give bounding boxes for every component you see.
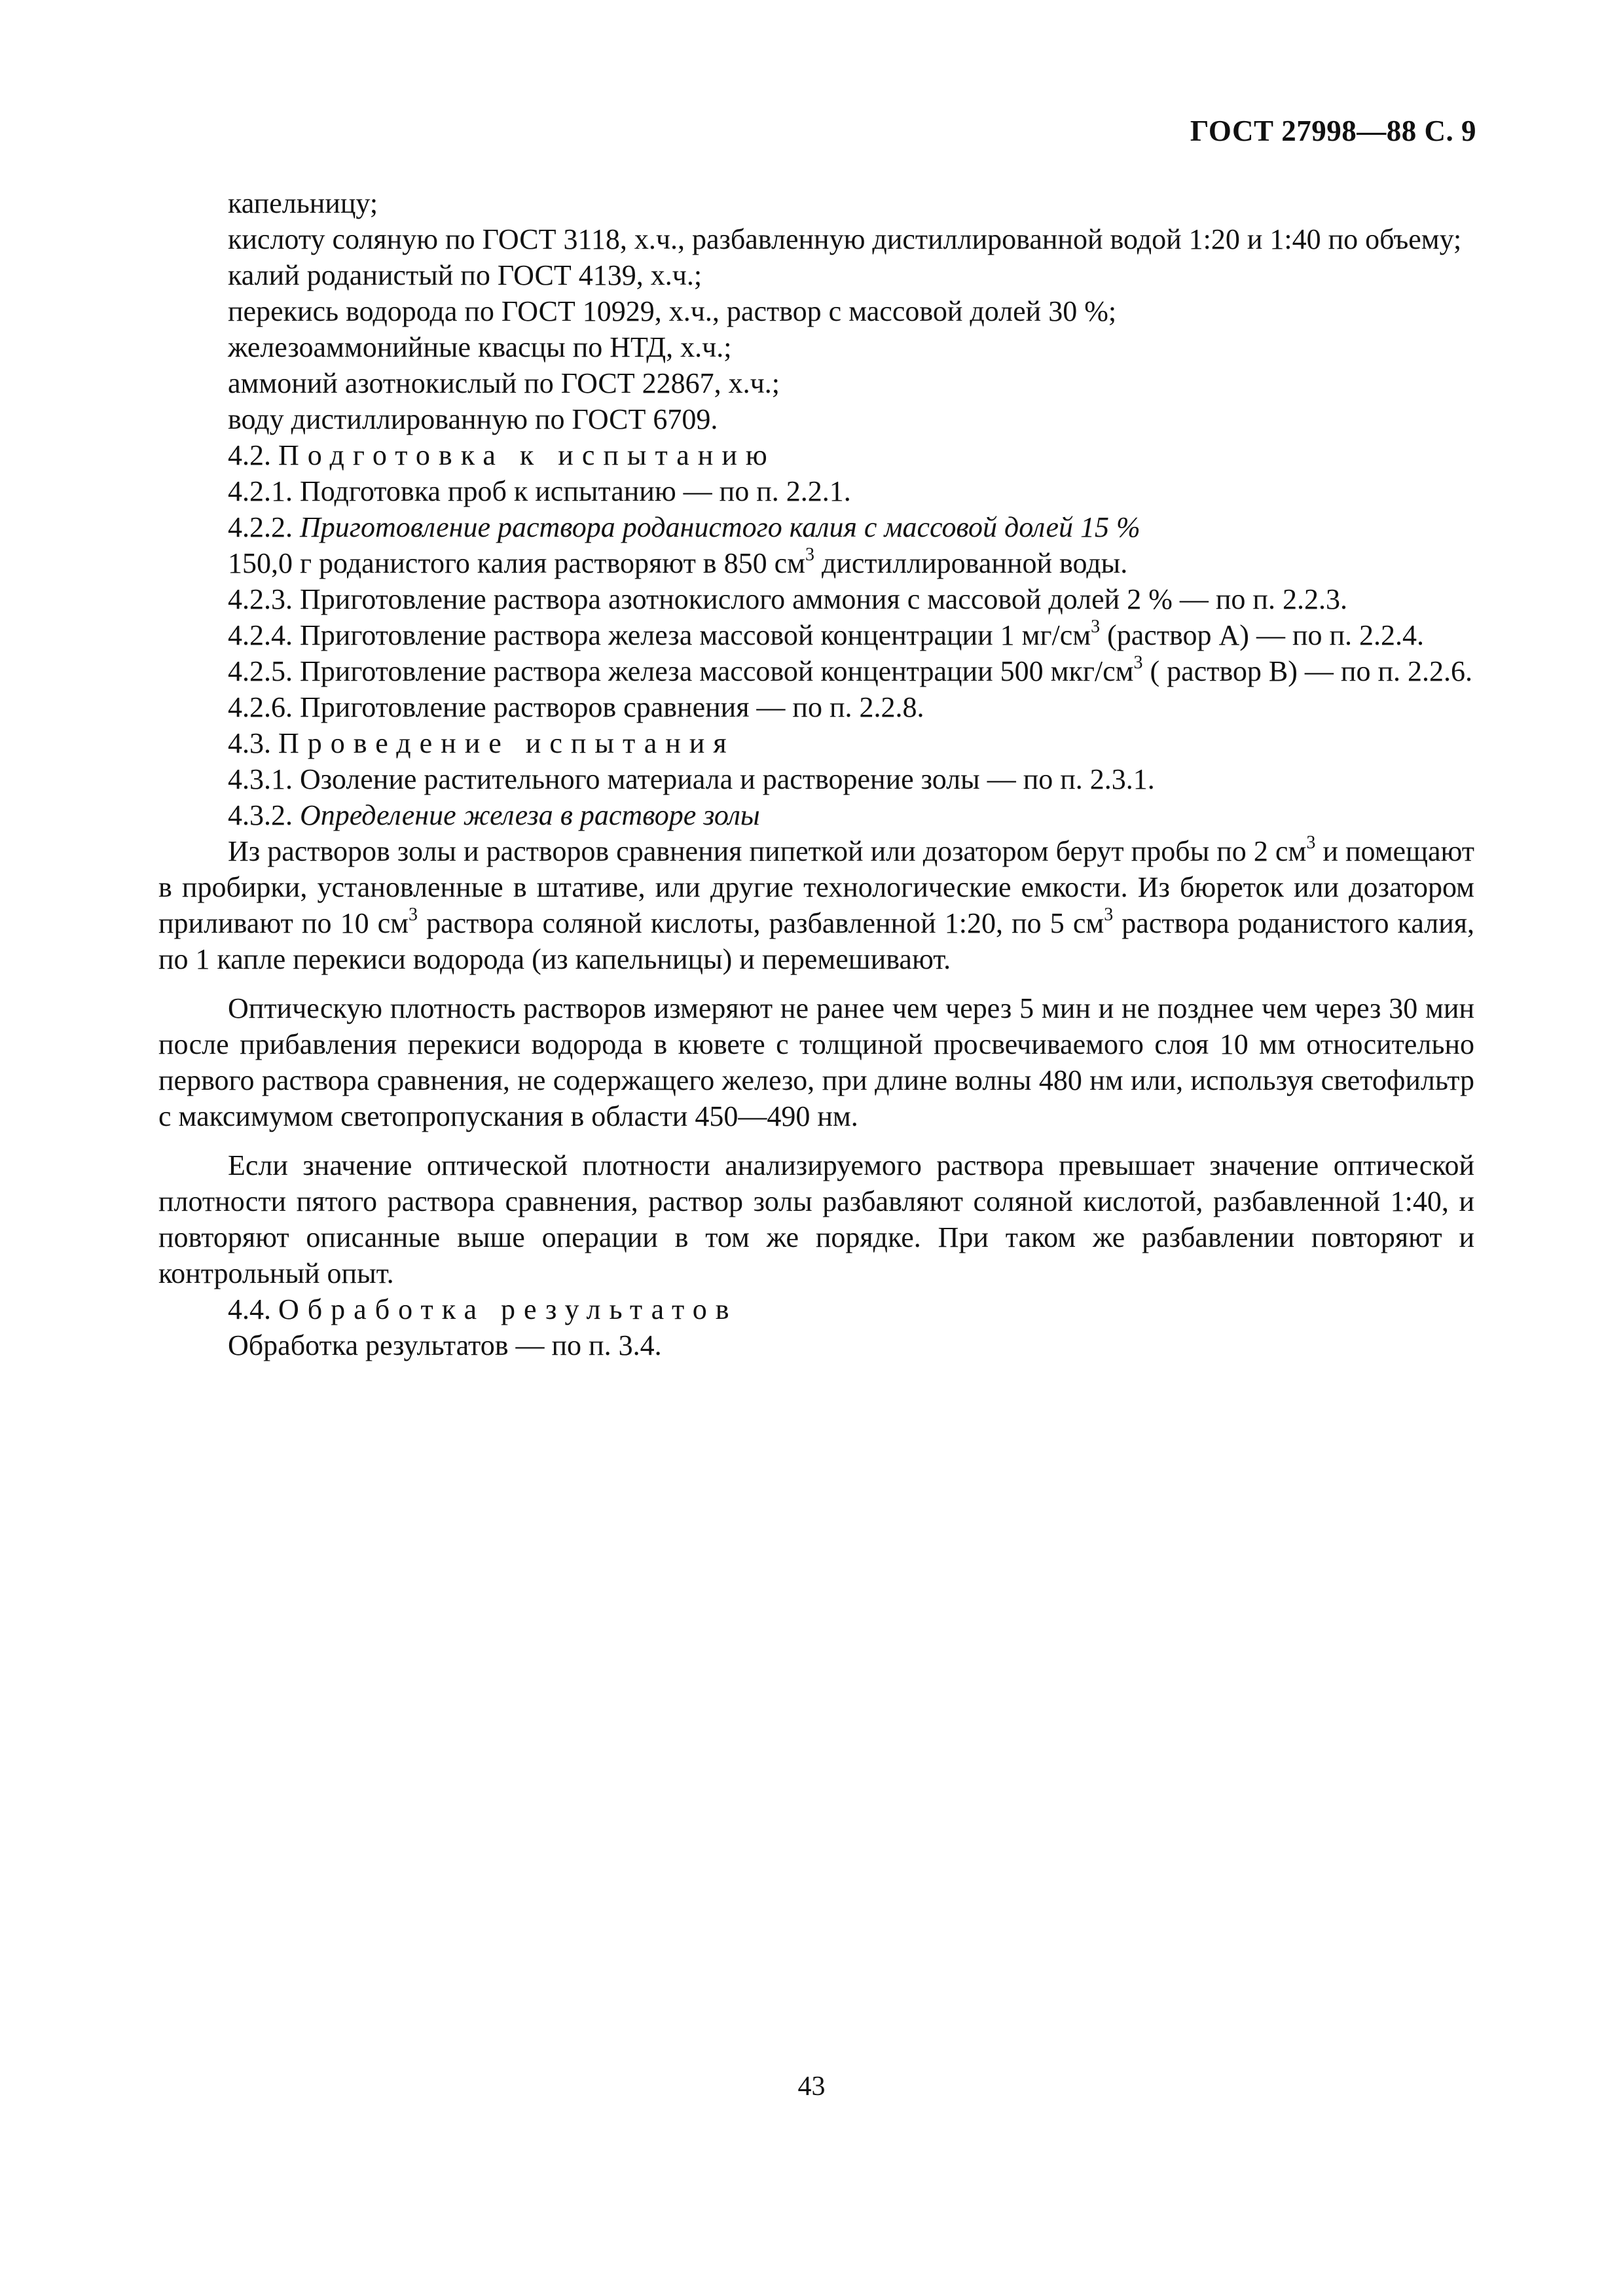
text-span: 4.2.4. Приготовление раствора железа массовой концентрации 1 мг/см bbox=[228, 619, 1091, 651]
material-item: аммоний азотнокислый по ГОСТ 22867, х.ч.; bbox=[228, 367, 780, 399]
material-item: перекись водорода по ГОСТ 10929, х.ч., раствор с массовой долей 30 %; bbox=[228, 295, 1117, 327]
dilution-paragraph: Если значение оптической плотности анализируемого раствора превышает значение оптической плотности пятого раствора сравнения, раствор золы разбавляют соляной кислотой, разбавленной 1:40, и повторяют описанные выше операции в том же порядке. При таком же разбавлении повторяют и контрольный опыт. bbox=[158, 1149, 1474, 1289]
text-span: дистиллированной воды. bbox=[814, 547, 1128, 579]
section-heading-4-2 bbox=[158, 437, 1474, 473]
section-title: Проведение испытания bbox=[278, 727, 735, 759]
procedure-paragraph bbox=[158, 833, 1474, 977]
material-item: железоаммонийные квасцы по НТД, х.ч.; bbox=[228, 331, 732, 363]
text-span: Из растворов золы и растворов сравнения пипеткой или дозатором берут пробы по 2 см bbox=[228, 835, 1307, 867]
text-span: ( раствор В) — по п. 2.2.6. bbox=[1142, 655, 1473, 687]
clause-4-2-6: 4.2.6. Приготовление растворов сравнения — по п. 2.2.8. bbox=[228, 691, 924, 723]
clause-number: 4.3.2. bbox=[228, 799, 293, 831]
section-title: Подготовка к испытанию bbox=[278, 439, 776, 471]
text-span: 4.2.5. Приготовление раствора железа массовой концентрации 500 мкг/см bbox=[228, 655, 1134, 687]
clause-title: Приготовление раствора роданистого калия с массовой долей 15 % bbox=[300, 511, 1140, 543]
superscript: 3 bbox=[409, 905, 418, 925]
text-span: раствора роданистого калия, по 1 капле перекиси водорода (из капельницы) и перемешивают. bbox=[158, 907, 1475, 975]
section-title: Обработка результатов bbox=[278, 1293, 738, 1325]
clause-number: 4.2.2. bbox=[228, 511, 293, 543]
clause-4-2-2-text bbox=[158, 545, 1474, 581]
text-span: 150,0 г роданистого калия растворяют в 850 см bbox=[228, 547, 805, 579]
clause-4-2-1: 4.2.1. Подготовка проб к испытанию — по п. 2.2.1. bbox=[228, 475, 851, 507]
clause-title: Определение железа в растворе золы bbox=[300, 799, 760, 831]
text-span: раствора соляной кислоты, разбавленной 1:20, по 5 см bbox=[418, 907, 1104, 939]
section-number: 4.2. bbox=[228, 439, 271, 471]
page-header: ГОСТ 27998—88 С. 9 bbox=[1190, 115, 1476, 147]
section-number: 4.3. bbox=[228, 727, 271, 759]
section-heading-4-4 bbox=[158, 1291, 1474, 1327]
superscript: 3 bbox=[1306, 833, 1316, 853]
clause-4-3-1: 4.3.1. Озоление растительного материала и растворение золы — по п. 2.3.1. bbox=[228, 763, 1155, 795]
clause-4-2-3: 4.2.3. Приготовление раствора азотнокислого аммония с массовой долей 2 % — по п. 2.2.3. bbox=[228, 583, 1347, 615]
clause-4-2-2 bbox=[158, 509, 1474, 545]
document-body bbox=[158, 185, 1474, 1363]
material-item: кислоту соляную по ГОСТ 3118, х.ч., разбавленную дистиллированной водой 1:20 и 1:40 по объему; bbox=[228, 223, 1462, 255]
measurement-paragraph: Оптическую плотность растворов измеряют не ранее чем через 5 мин и не позднее чем через 30 мин после прибавления перекиси водорода в кювете с толщиной просвечиваемого слоя 10 мм относительно первого раствора сравнения, не содержащего железо, при длине волны 480 нм или, используя светофильтр с максимумом светопропускания в области 450—490 нм. bbox=[158, 992, 1474, 1132]
clause-4-4-text: Обработка результатов — по п. 3.4. bbox=[228, 1329, 662, 1361]
material-item: калий роданистый по ГОСТ 4139, х.ч.; bbox=[228, 259, 702, 291]
clause-4-3-2 bbox=[158, 797, 1474, 833]
section-heading-4-3 bbox=[158, 725, 1474, 761]
superscript: 3 bbox=[1104, 905, 1114, 925]
superscript: 3 bbox=[1091, 617, 1101, 637]
superscript: 3 bbox=[1133, 653, 1143, 673]
clause-4-2-4 bbox=[158, 617, 1474, 653]
superscript: 3 bbox=[805, 545, 814, 565]
material-item: воду дистиллированную по ГОСТ 6709. bbox=[228, 403, 718, 435]
section-number: 4.4. bbox=[228, 1293, 271, 1325]
clause-4-2-5 bbox=[158, 653, 1474, 689]
page-number: 43 bbox=[797, 2072, 826, 2102]
text-span: и помещают в пробирки, установленные в штативе, или другие технологические емкости. Из бюреток или дозатором приливают по 10 см bbox=[158, 835, 1475, 939]
text-span: (раствор А) — по п. 2.2.4. bbox=[1100, 619, 1425, 651]
material-item: капельницу; bbox=[228, 187, 378, 219]
